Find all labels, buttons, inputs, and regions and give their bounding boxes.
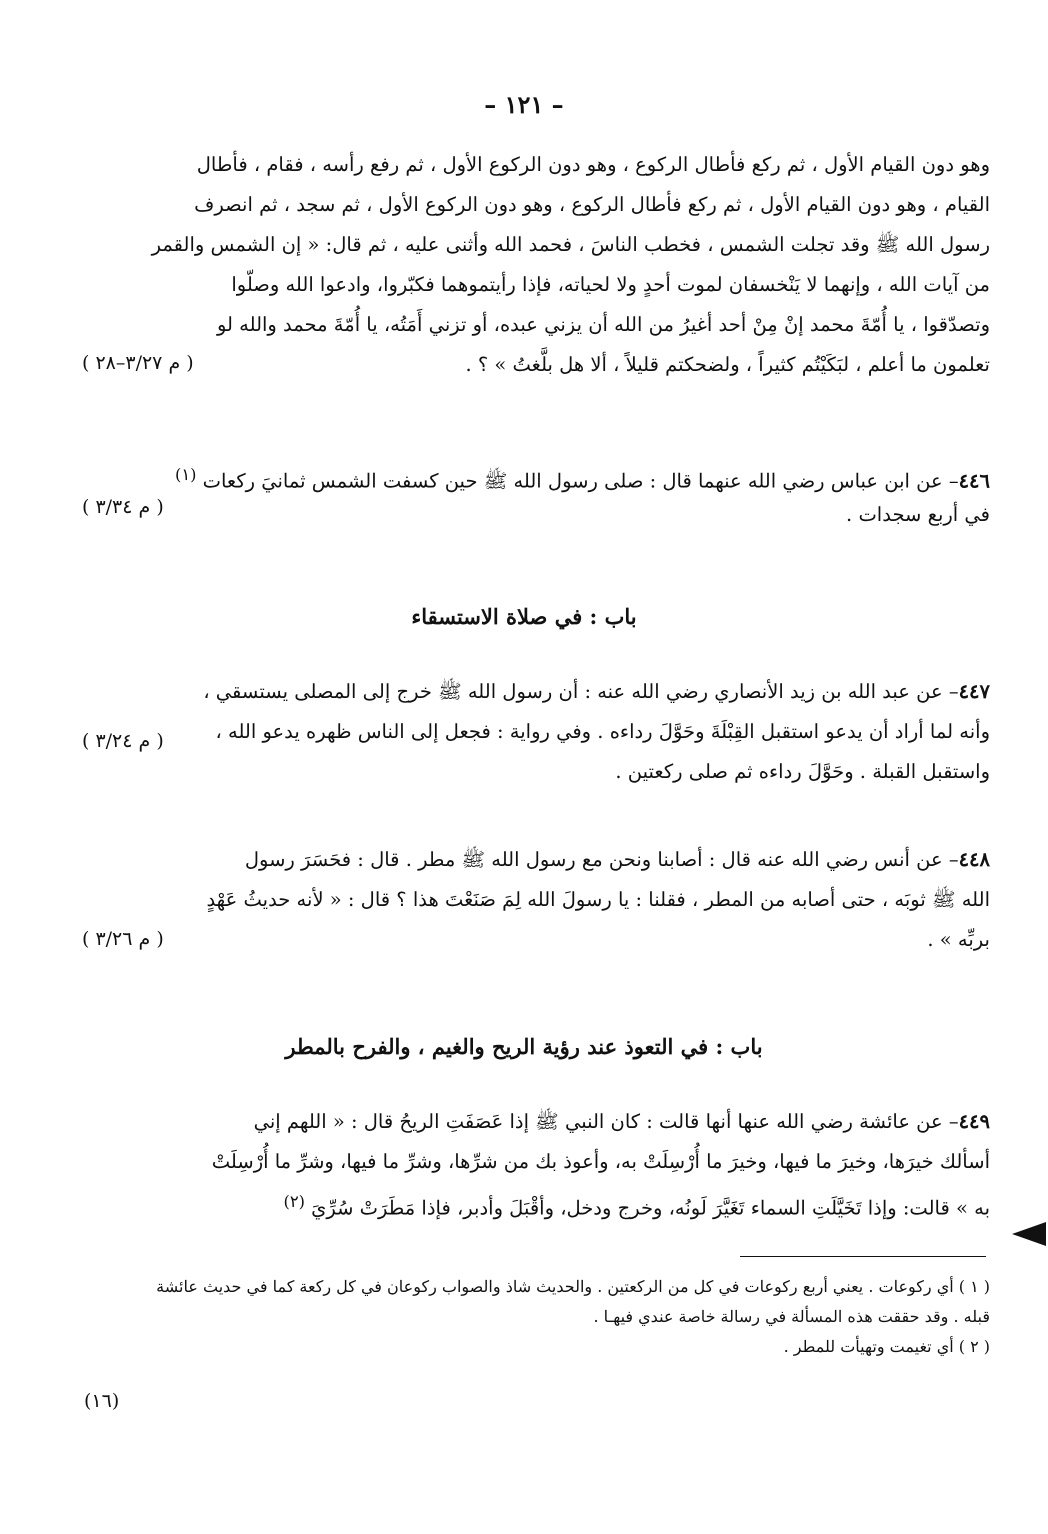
text-line	[80, 840, 990, 880]
text-line: وأنه لما أراد أن يدعو استقبل القِبْلَةَ وحَوَّلَ رداءه . وفي رواية : فجعل إلى الناس ظهره يدعو الله ،	[215, 720, 990, 743]
footnote-mark: (٢)	[283, 1192, 305, 1211]
text-line: الله ﷺ ثوبَه ، حتى أصابه من المطر ، فقلنا : يا رسولَ الله لِمَ صَنَعْتَ هذا ؟ قال : « لأنه حديثُ عَهْدٍ	[206, 888, 990, 911]
text-line: بربِّه » .	[927, 928, 990, 951]
page-edge-mark	[1012, 1222, 1046, 1246]
text-line: من آيات الله ، وإنهما لا يَنْخسفان لموت أحدٍ ولا لحياته، فإذا رأيتموهما فكبّروا، وادعوا الله وصلّوا	[231, 273, 990, 296]
hadith-447	[80, 672, 990, 792]
hadith-number: ٤٤٦	[958, 469, 990, 493]
hadith-text: به » قالت: وإذا تَخَيَّلَتِ السماء تَغَيَّرَ لَونُه، وخرج ودخل، وأقْبَلَ وأدبر، فإذا مَطَرَتْ سُرِّيَ	[311, 1196, 990, 1220]
text-line: وتصدّقوا ، يا أُمّةَ محمد إنْ مِنْ أحد أغيرُ من الله أن يزني عبده، أو تزني أَمَتُه، يا أُمّةَ محمد والله لو	[216, 313, 990, 336]
text-line: في أربع سجدات .	[846, 503, 990, 526]
text-line: أسألك خيرَها، وخيرَ ما فيها، وخيرَ ما أُرْسِلَتْ به، وأعوذ بك من شرِّها، وشرِّ ما فيها، وشرِّ ما أُرْسِلَتْ	[211, 1150, 990, 1173]
text-line: تعلمون ما أعلم ، لبَكَيْتُم كثيراً ، ولضحكتم قليلاً ، ألا هل بلَّغتُ » ؟ .	[465, 353, 990, 376]
hadith-number: ٤٤٨	[958, 848, 990, 871]
text-line: القيام ، وهو دون القيام الأول ، ثم ركع فأطال الركوع ، وهو دون الركوع الأول ، ثم سجد ، ثم انصرف	[194, 193, 990, 216]
footnote-divider	[740, 1256, 986, 1257]
footnote-line: قبله . وقد حققت هذه المسألة في رسالة خاصة عندي فيهـا .	[593, 1307, 990, 1326]
hadith-reference: ( م ٣/٢٦ )	[82, 928, 164, 950]
hadith-reference: ( م ٣/٢٤ )	[82, 730, 164, 752]
hadith-number: ٤٤٧	[958, 680, 990, 703]
footnote-line: ( ٢ ) أي تغيمت وتهيأت للمطر .	[783, 1337, 990, 1356]
hadith-445-continuation	[80, 145, 990, 385]
hadith-text: – عن ابن عباس رضي الله عنهما قال : صلى رسول الله ﷺ حين كسفت الشمس ثمانيَ ركعات	[202, 469, 959, 493]
text-line	[80, 1182, 990, 1222]
section-heading: باب : في التعوذ عند رؤية الريح والغيم ، والفرح بالمطر	[285, 1034, 763, 1059]
text-line: وهو دون القيام الأول ، ثم ركع فأطال الركوع ، وهو دون الركوع الأول ، ثم رفع رأسه ، فقام ، فأطال	[196, 153, 990, 176]
text-line	[80, 1102, 990, 1142]
text-line: رسول الله ﷺ وقد تجلت الشمس ، فخطب الناسَ ، فحمد الله وأثنى عليه ، ثم قال: « إن الشمس والقمر	[151, 233, 990, 256]
hadith-reference: ( م ٣/٣٤ )	[82, 496, 164, 518]
hadith-text: – عن عبد الله بن زيد الأنصاري رضي الله عنه : أن رسول الله ﷺ خرج إلى المصلى يستسقي ،	[203, 680, 959, 703]
hadith-text: – عن عائشة رضي الله عنها أنها قالت : كان النبي ﷺ إذا عَصَفَتِ الريحُ قال : « اللهم إني	[253, 1110, 959, 1133]
hadith-449	[80, 1102, 990, 1222]
text-line: واستقبل القبلة . وحَوَّلَ رداءه ثم صلى ركعتين .	[615, 760, 990, 783]
section-heading: باب : في صلاة الاستسقاء	[411, 604, 637, 629]
signature-number: (١٦)	[84, 1390, 120, 1412]
footnotes	[80, 1272, 990, 1362]
text-line	[80, 455, 990, 495]
footnote-mark: (١)	[174, 465, 197, 484]
hadith-446	[80, 455, 990, 535]
hadith-448	[80, 840, 990, 960]
hadith-number: ٤٤٩	[958, 1110, 990, 1133]
hadith-reference: ( م ٣/٢٧–٢٨ )	[82, 352, 194, 374]
hadith-text: – عن أنس رضي الله عنه قال : أصابنا ونحن مع رسول الله ﷺ مطر . قال : فحَسَرَ رسول	[244, 848, 959, 871]
footnote-line: ( ١ ) أي ركوعات . يعني أربع ركوعات في كل من الركعتين . والحديث شاذ والصواب ركوعان في كل ركعة كما في حديث عائشة	[156, 1277, 990, 1296]
text-line	[80, 672, 990, 712]
page-number: – ١٢١ –	[484, 90, 564, 119]
